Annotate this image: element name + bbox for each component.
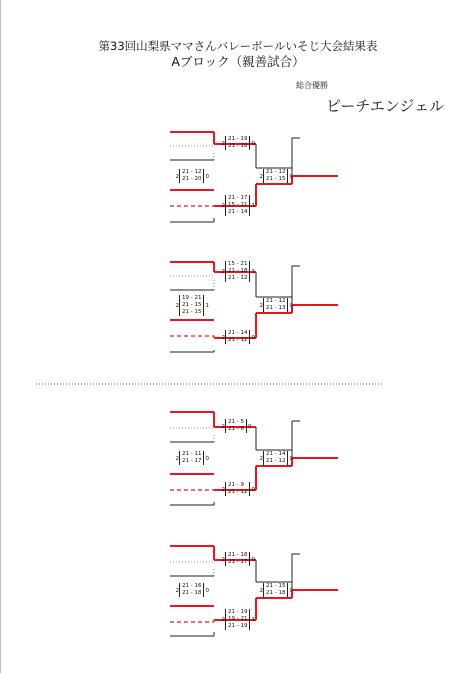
match-sets-won-right: 1 [251, 616, 255, 623]
match-sets-won-right: 0 [289, 587, 293, 594]
match-score [173, 295, 211, 316]
set-score: 21 - 18 [182, 590, 202, 596]
match-sets-won-right: 0 [251, 556, 255, 563]
match-sets-won-right: 0 [251, 486, 255, 493]
set-scores [225, 609, 250, 630]
set-scores [263, 583, 288, 597]
set-score: 21 - 15 [182, 308, 202, 315]
match-sets-won-right: 0 [289, 455, 293, 462]
match-score [173, 451, 211, 465]
set-score: 15 - 21 [228, 260, 248, 267]
match-score [219, 136, 257, 150]
set-score: 21 - 18 [228, 143, 248, 149]
match-sets-won-left: 2 [221, 268, 225, 275]
set-scores [225, 419, 247, 433]
match-score [257, 583, 295, 597]
set-score: 21 - 15 [182, 301, 202, 308]
set-scores [263, 169, 288, 183]
match-score [219, 195, 257, 216]
match-sets-won-right: 0 [205, 587, 209, 594]
set-score: 21 - 17 [228, 559, 248, 565]
set-score: 21 - 12 [228, 337, 248, 343]
match-sets-won-right: 0 [289, 173, 293, 180]
match-sets-won-right: 0 [251, 334, 255, 341]
set-score: 21 - 20 [182, 176, 202, 182]
set-score: 21 - 19 [228, 608, 248, 615]
match-sets-won-right: 1 [251, 202, 255, 209]
document-title: 第33回山梨県ママさんバレーボールいそじ大会結果表 [98, 39, 378, 53]
match-score [173, 583, 211, 597]
match-sets-won-right: 0 [205, 173, 209, 180]
match-sets-won-left: 2 [259, 173, 263, 180]
set-scores [225, 261, 250, 282]
match-sets-won-right: 0 [247, 423, 252, 430]
set-score: 21 - 12 [266, 169, 286, 175]
match-sets-won-right: 0 [289, 302, 293, 309]
set-score: 21 - 15 [266, 176, 286, 182]
set-score: 21 - 12 [228, 489, 248, 495]
match-sets-won-left: 2 [221, 334, 225, 341]
set-score: 21 - 14 [266, 451, 286, 457]
match-sets-won-left: 2 [175, 302, 179, 309]
set-scores [225, 136, 250, 150]
set-score: 21 - 11 [182, 451, 202, 457]
match-score [219, 330, 257, 344]
set-scores [225, 195, 250, 216]
set-score: 21 - 17 [228, 194, 248, 201]
set-scores [179, 169, 204, 183]
set-score: 21 - 14 [228, 330, 248, 336]
set-score: 21 - 12 [228, 274, 248, 281]
set-scores [263, 451, 288, 465]
match-sets-won-right: 0 [205, 455, 209, 462]
set-score: 21 - 18 [228, 267, 248, 274]
set-scores [225, 330, 250, 344]
set-score: 21 - 16 [182, 583, 202, 589]
set-scores [179, 583, 204, 597]
match-sets-won-right: 1 [205, 302, 209, 309]
set-score: 21 - 17 [182, 458, 202, 464]
match-score [219, 482, 257, 496]
set-score: 19 - 21 [228, 615, 248, 622]
set-scores [263, 298, 288, 312]
set-scores [225, 552, 250, 566]
set-score: 21 - 5 [228, 419, 244, 425]
match-sets-won-right: 1 [251, 268, 255, 275]
match-score [219, 261, 257, 282]
match-score [257, 451, 295, 465]
match-sets-won-left: 2 [221, 616, 225, 623]
set-score: 21 - 9 [228, 482, 244, 488]
match-sets-won-left: 2 [221, 140, 225, 147]
match-score [219, 609, 257, 630]
set-score: 21 - 14 [228, 208, 248, 215]
match-sets-won-left: 2 [259, 587, 263, 594]
set-score: 21 - 19 [228, 622, 248, 629]
set-score: 21 - 12 [266, 458, 286, 464]
match-sets-won-left: 2 [175, 455, 179, 462]
match-sets-won-left: 2 [221, 486, 225, 493]
match-sets-won-left: 2 [221, 423, 225, 430]
match-score [219, 552, 257, 566]
match-score [257, 169, 295, 183]
overall-champion-name: ピーチエンジェル [326, 97, 445, 115]
set-score: 21 - 18 [228, 552, 248, 558]
set-score: 21 - 13 [266, 305, 286, 311]
set-score: 19 - 21 [182, 294, 202, 301]
match-sets-won-left: 2 [221, 202, 225, 209]
match-sets-won-left: 2 [221, 556, 225, 563]
set-score: 15 - 21 [228, 201, 248, 208]
match-sets-won-left: 2 [259, 455, 263, 462]
block-subtitle: Aブロック（親善試合） [171, 54, 305, 69]
set-score: 21 - 18 [266, 590, 286, 596]
match-sets-won-left: 2 [175, 587, 179, 594]
match-sets-won-left: 2 [175, 173, 179, 180]
match-sets-won-left: 2 [259, 302, 263, 309]
match-score [257, 298, 295, 312]
match-score [219, 419, 254, 433]
match-sets-won-right: 0 [251, 140, 255, 147]
set-score: 21 - 8 [228, 426, 244, 432]
set-scores [179, 295, 204, 316]
overall-champion-label: 総合優勝 [296, 81, 328, 90]
match-score [173, 169, 211, 183]
set-score: 21 - 19 [228, 136, 248, 142]
set-score: 21 - 15 [266, 583, 286, 589]
set-scores [225, 482, 250, 496]
set-scores [179, 451, 204, 465]
set-score: 21 - 12 [266, 298, 286, 304]
set-score: 21 - 12 [182, 169, 202, 175]
